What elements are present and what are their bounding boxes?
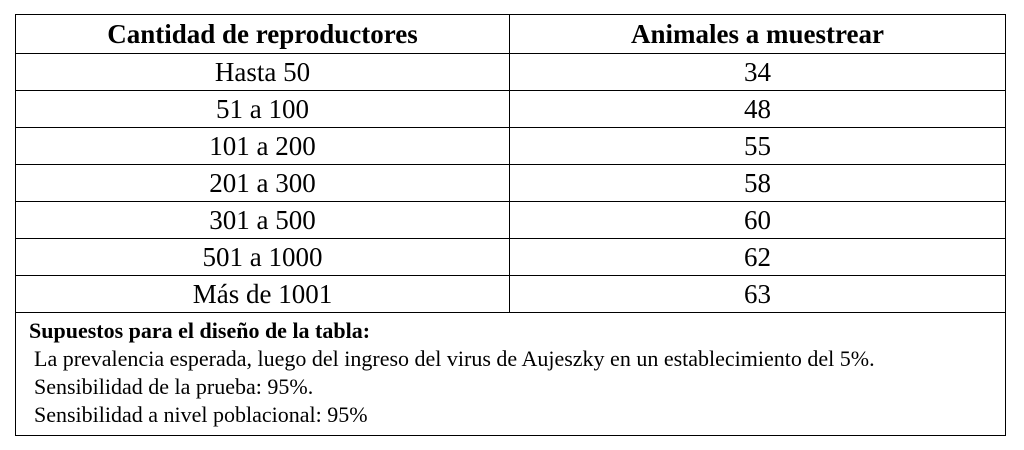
animals-to-sample-cell: 48: [510, 91, 1006, 128]
table-header: [16, 15, 1006, 54]
assumptions-notes: [16, 313, 1006, 436]
animals-to-sample-cell: 62: [510, 239, 1006, 276]
header-row: [16, 15, 1006, 54]
breeders-count-cell: Hasta 50: [16, 54, 510, 91]
breeders-count-cell: 301 a 500: [16, 202, 510, 239]
table-row: [16, 128, 1006, 165]
table-row: [16, 239, 1006, 276]
breeders-count-cell: 501 a 1000: [16, 239, 510, 276]
animals-to-sample-cell: 55: [510, 128, 1006, 165]
assumptions-title: Supuestos para el diseño de la tabla:: [29, 318, 371, 343]
breeders-count-cell: 101 a 200: [16, 128, 510, 165]
header-animals-to-sample: Animales a muestrear: [510, 15, 1006, 54]
table-row: [16, 202, 1006, 239]
assumption-prevalence: La prevalencia esperada, luego del ingreso del virus de Aujeszky en un establecimiento del 5%.: [34, 346, 875, 371]
breeders-count-cell: 201 a 300: [16, 165, 510, 202]
animals-to-sample-cell: 34: [510, 54, 1006, 91]
breeders-count-cell: 51 a 100: [16, 91, 510, 128]
table-row: [16, 54, 1006, 91]
animals-to-sample-cell: 60: [510, 202, 1006, 239]
animals-to-sample-cell: 58: [510, 165, 1006, 202]
table-row: [16, 276, 1006, 313]
animals-to-sample-cell: 63: [510, 276, 1006, 313]
notes-row: [16, 313, 1006, 436]
table-row: [16, 165, 1006, 202]
assumption-population-sensitivity: Sensibilidad a nivel poblacional: 95%: [34, 402, 368, 427]
sampling-table: [15, 14, 1006, 436]
table-body: [16, 54, 1006, 436]
assumption-test-sensitivity: Sensibilidad de la prueba: 95%.: [34, 374, 314, 399]
header-breeders-count: Cantidad de reproductores: [16, 15, 510, 54]
breeders-count-cell: Más de 1001: [16, 276, 510, 313]
table-row: [16, 91, 1006, 128]
sampling-table-container: [15, 14, 1005, 436]
